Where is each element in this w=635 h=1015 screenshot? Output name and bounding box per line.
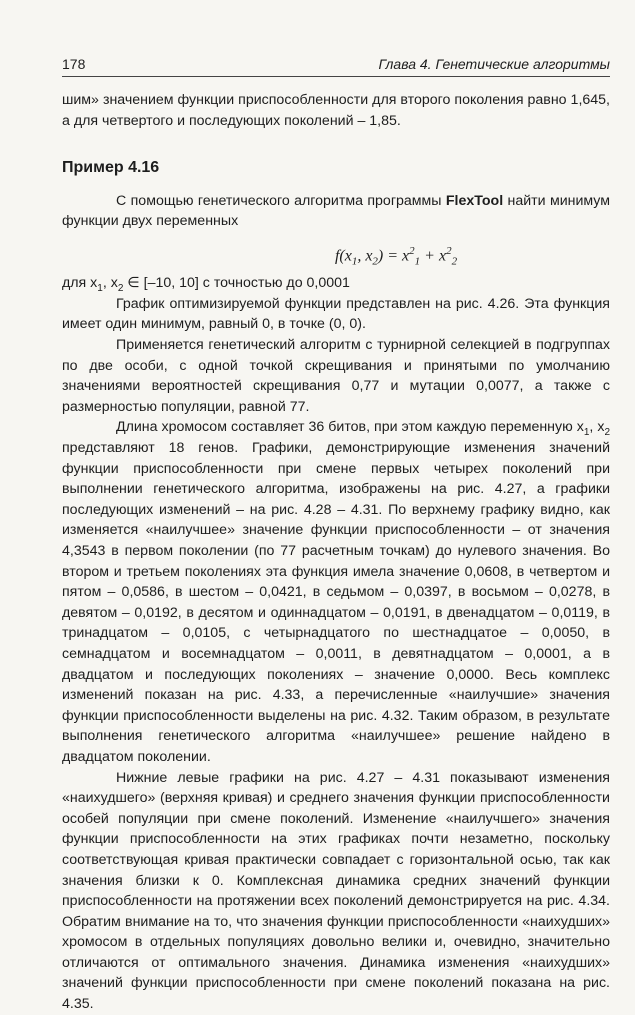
running-title: Глава 4. Генетические алгоритмы (378, 56, 610, 72)
intro-text-after: найти минимум функции двух переменных (62, 192, 610, 230)
intro-text-before: С помощью генетического алгоритма программы (116, 192, 446, 209)
final-paragraph: Нижние левые графики на рис. 4.27 – 4.31 показывают изменения «наихудшего» (верхняя кривая) и среднего значения функции приспособленности особей популяции при смене поколений. Изменение «наилучшего» значения функции приспособленности на этих графиках почти незаметно, поскольку соответствующая кривая практически совпадает с горизонтальной осью, так как значения близки к 0. Комплексная динамика средних значений функции приспособленности на протяжении всех поколений демонстрируется на рис. 4.34. Обратим внимание на то, что значения функции приспособленности «наихудших» хромосом в отдельных популяциях довольно велики и, очевидно, значительно отличаются от оптимального значения. Динамика изменения «наихудших» значений функции приспособленности при смене поколений показана на рис. 4.35. (62, 769, 610, 1013)
graph-paragraph: График оптимизируемой функции представлен на рис. 4.26. Эта функция имеет один минимум, равный 0, в точке (0, 0). (62, 295, 610, 333)
intro-paragraph (62, 191, 610, 232)
domain-line: для $x_1$, $x_2$ ∈ [–10, 10] с точностью до 0,0001 (62, 275, 350, 295)
page-body (62, 90, 610, 1015)
page-header (62, 54, 610, 77)
chromosome-paragraph: Длина хромосом составляет 36 битов, при этом каждую переменную $x_1$, $x_2$ представляют 18 генов. Графики, демонстрирующие изменения значений функции приспособленности при смене первых четырех поколений при выполнении генетического алгоритма, изображены на рис. 4.27, а графики последующих изменений – на рис. 4.28 – 4.31. По верхнему графику видно, как изменяется «наилучшее» значение функции приспособленности – от значения 4,3543 в первом поколении (по 77 расчетным точкам) до нулевого значения. Во втором и третьем поколениях эта функция имела значение 0,0608, в четвертом и пятом – 0,0586, в шестом – 0,0421, в седьмом – 0,0397, в восьмом – 0,0278, в девятом – 0,0192, в десятом и одиннадцатом – 0,0191, в двенадцатом – 0,0119, в тринадцатом – 0,0105, с четырнадцатого по шестнадцатое – 0,0050, в семнадцатом и восемнадцатом – 0,0011, в девятнадцатом – 0,0001, а в двадцатом и последующих поколениях – значение 0,0000. Весь комплекс изменений показан на рис. 4.33, а перечисленные «наилучшие» значения функции приспособленности выделены на рис. 4.32. Таким образом, в результате выполнения генетического алгоритма «наилучшее» решение найдено в двадцатом поколении. (62, 419, 611, 765)
continued-paragraph: шим» значением функции приспособленности для второго поколения равно 1,645, а для четвертого и последующих поколений – 1,85. (62, 92, 610, 129)
page-number: 178 (62, 56, 86, 72)
example-title: Пример 4.16 (62, 159, 160, 177)
algorithm-paragraph: Применяется генетический алгоритм с турнирной селекцией в подгруппах по две особи, с одной точкой скрещивания и принятыми по умолчанию значениями вероятностей скрещивания 0,77 и мутации 0,0077, а также с размерностью популяции, равной 77. (62, 337, 610, 415)
program-name: FlexTool (445, 192, 504, 209)
objective-formula: $f(x_1$, $x_2) = x^2_1 + x^2_2$ (334, 244, 458, 268)
